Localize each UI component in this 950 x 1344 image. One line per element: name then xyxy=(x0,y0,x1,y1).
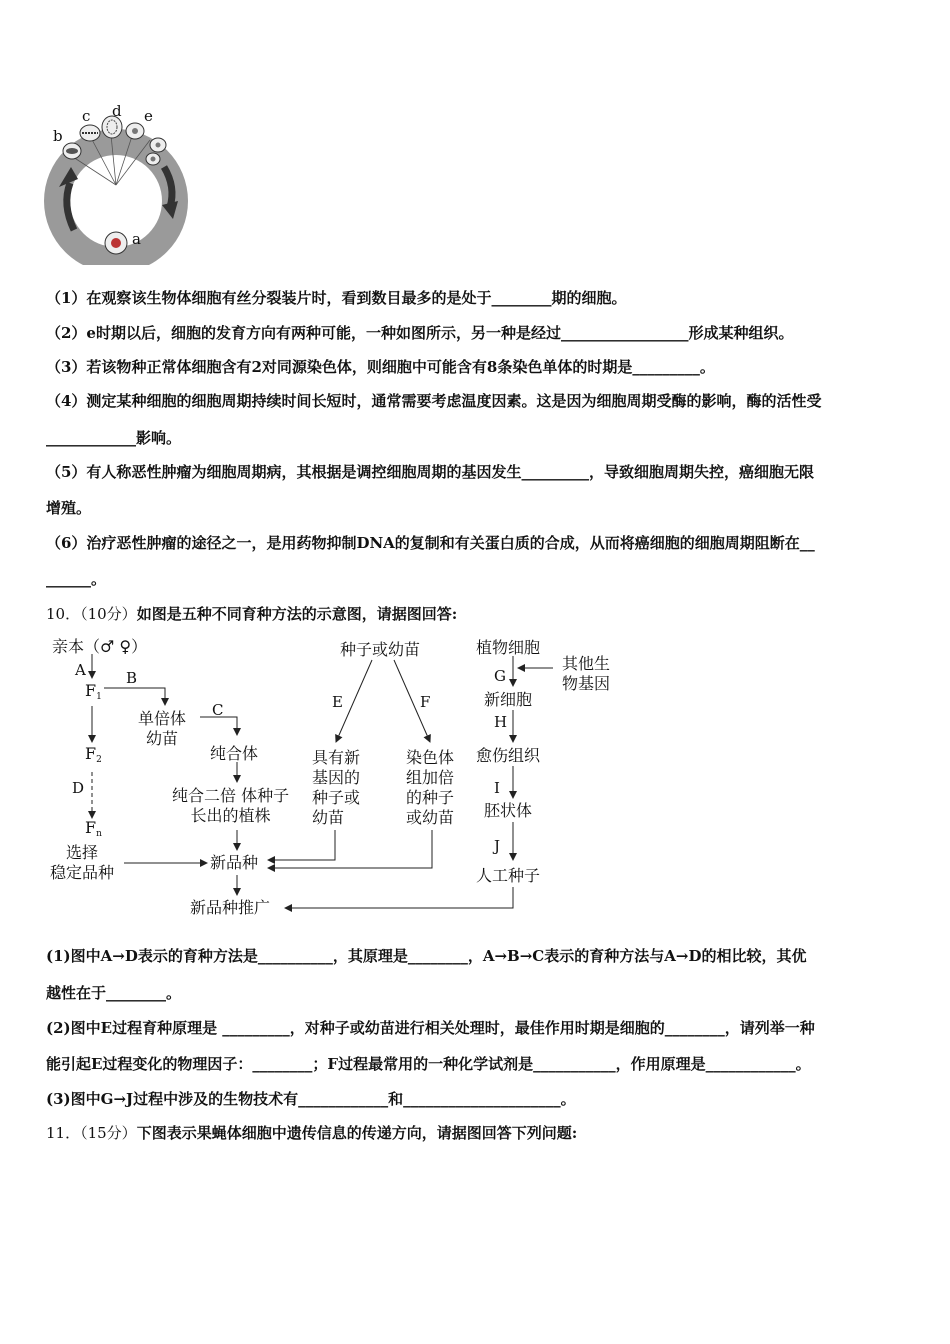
other-gene-line-2: 物基因 xyxy=(562,674,611,693)
polyploid-line-4: 或幼苗 xyxy=(406,808,455,827)
new-gene-line-1: 具有新 xyxy=(312,748,361,767)
cycle-label-b: b xyxy=(53,127,63,145)
arrow-mutant-new xyxy=(268,830,335,860)
seed-or-seedling: 种子或幼苗 xyxy=(340,640,421,659)
fn-sub: n xyxy=(96,829,102,839)
letter-b: B xyxy=(126,669,138,687)
new-gene-line-2: 基因的 xyxy=(312,768,361,787)
parent-label: 亲本（♂ ♀） xyxy=(52,637,148,656)
embryoid: 胚状体 xyxy=(484,801,533,820)
letter-i: I xyxy=(494,779,500,797)
q11-stem: 下图表示果蝇体细胞中遗传信息的传递方向，请据图回答下列问题: xyxy=(136,1124,578,1142)
letter-c: C xyxy=(212,701,224,719)
q9-item-1: （1）在观察该生物体细胞有丝分裂装片时，看到数目最多的是处于________期的细胞。 xyxy=(46,289,627,307)
new-gene-line-3: 种子或 xyxy=(312,788,361,807)
cycle-label-a: a xyxy=(132,230,141,248)
q10-score: （10分） xyxy=(80,605,137,623)
q9-item-3: （3）若该物种正常体细胞含有2对同源染色体，则细胞中可能含有8条染色单体的时期是_________。 xyxy=(46,358,715,376)
haploid-seedling xyxy=(138,709,186,749)
select-stable xyxy=(50,843,114,883)
cell-e1-nucleus xyxy=(132,128,138,134)
fn-base: F xyxy=(85,818,97,837)
letter-d: D xyxy=(72,779,85,797)
diploid-line-2: 长出的植株 xyxy=(190,806,271,825)
fn-label xyxy=(85,818,102,844)
cycle-label-d: d xyxy=(112,102,122,120)
letter-h: H xyxy=(494,713,508,731)
polyploid-line-1: 染色体 xyxy=(406,748,455,767)
q10-item-2-cont: 能引起E过程变化的物理因子：________；F过程最常用的一种化学试剂是___________，作用原理是____________。 xyxy=(46,1055,811,1073)
new-variety-promotion: 新品种推广 xyxy=(190,898,271,917)
q10-item-1-cont: 越性在于________。 xyxy=(46,984,182,1002)
haploid-line-1: 单倍体 xyxy=(138,709,187,728)
q11-number: 11． xyxy=(46,1124,81,1142)
plant-cell: 植物细胞 xyxy=(476,638,541,657)
diploid-line-1: 纯合二倍 体种子 xyxy=(172,786,290,805)
diploid-plant xyxy=(172,786,289,826)
f1-label xyxy=(85,681,102,707)
arrow-artificial-promotion xyxy=(285,887,513,908)
polyploid-seed xyxy=(406,748,454,828)
cell-b-nucleus xyxy=(66,148,78,154)
haploid-line-2: 幼苗 xyxy=(146,729,179,748)
cycle-label-c: c xyxy=(82,107,91,125)
q9-item-2: （2）e时期以后，细胞的发育方向有两种可能，一种如图所示，另一种是经过_________________形成某种组织。 xyxy=(46,324,794,342)
artificial-seed: 人工种子 xyxy=(476,866,541,885)
select-line-1: 选择 xyxy=(66,843,99,862)
cycle-label-e: e xyxy=(144,107,153,125)
pure-line: 纯合体 xyxy=(210,744,259,763)
q10-item-2: (2)图中E过程育种原理是 _________，对种子或幼苗进行相关处理时，最佳作用时期是细胞的________，请列举一种 xyxy=(46,1019,815,1037)
new-gene-seed xyxy=(312,748,360,828)
f1-base: F xyxy=(85,681,97,700)
new-cell: 新细胞 xyxy=(484,690,533,709)
q10-number: 10． xyxy=(46,605,81,623)
letter-j: J xyxy=(494,837,501,855)
arrow-polyploid-new xyxy=(268,830,432,868)
q11-score: （15分） xyxy=(80,1124,137,1142)
q9-item-5: （5）有人称恶性肿瘤为细胞周期病，其根据是调控细胞周期的基因发生_________，导致细胞周期失控，癌细胞无限 xyxy=(46,463,814,481)
letter-f: F xyxy=(420,693,431,711)
new-variety: 新品种 xyxy=(210,853,259,872)
q10-stem: 如图是五种不同育种方法的示意图，请据图回答: xyxy=(136,605,458,623)
q9-item-4-cont: ____________影响。 xyxy=(46,429,182,447)
q9-item-5-cont: 增殖。 xyxy=(46,499,92,517)
cell-cycle-figure xyxy=(40,95,210,265)
letter-g: G xyxy=(494,667,506,685)
q11-heading xyxy=(46,1122,577,1143)
cell-e2-nucleus xyxy=(156,143,161,148)
f2-label xyxy=(85,744,102,770)
polyploid-line-2: 组加倍 xyxy=(406,768,455,787)
cell-a-nucleus xyxy=(111,238,121,248)
callus: 愈伤组织 xyxy=(476,746,541,765)
cell-e3-nucleus xyxy=(151,157,156,162)
f2-base: F xyxy=(85,744,97,763)
q10-heading xyxy=(46,603,457,624)
arrow-f1-haploid xyxy=(104,688,165,705)
f1-sub: 1 xyxy=(96,692,102,702)
q10-item-1: (1)图中A→D表示的育种方法是__________，其原理是________，A→B→C表示的育种方法与A→D的相比较，其优 xyxy=(46,947,807,965)
letter-e: E xyxy=(332,693,343,711)
polyploid-line-3: 的种子 xyxy=(406,788,455,807)
cell-cycle-svg xyxy=(40,95,210,265)
letter-a: A xyxy=(75,661,86,679)
other-gene xyxy=(562,654,610,694)
q10-item-3: (3)图中G→J过程中涉及的生物技术有____________和_____________________。 xyxy=(46,1090,576,1108)
f2-sub: 2 xyxy=(96,755,102,765)
other-gene-line-1: 其他生 xyxy=(562,654,611,673)
select-line-2: 稳定品种 xyxy=(50,863,115,882)
q9-item-4: （4）测定某种细胞的细胞周期持续时间长短时，通常需要考虑温度因素。这是因为细胞周期受酶的影响，酶的活性受 xyxy=(46,392,822,410)
q9-item-6-cont: ______。 xyxy=(46,570,107,588)
new-gene-line-4: 幼苗 xyxy=(312,808,345,827)
q9-item-6: （6）治疗恶性肿瘤的途径之一，是用药物抑制DNA的复制和有关蛋白质的合成，从而将癌细胞的细胞周期阻断在__ xyxy=(46,534,815,552)
breeding-diagram-arrows xyxy=(0,630,950,930)
